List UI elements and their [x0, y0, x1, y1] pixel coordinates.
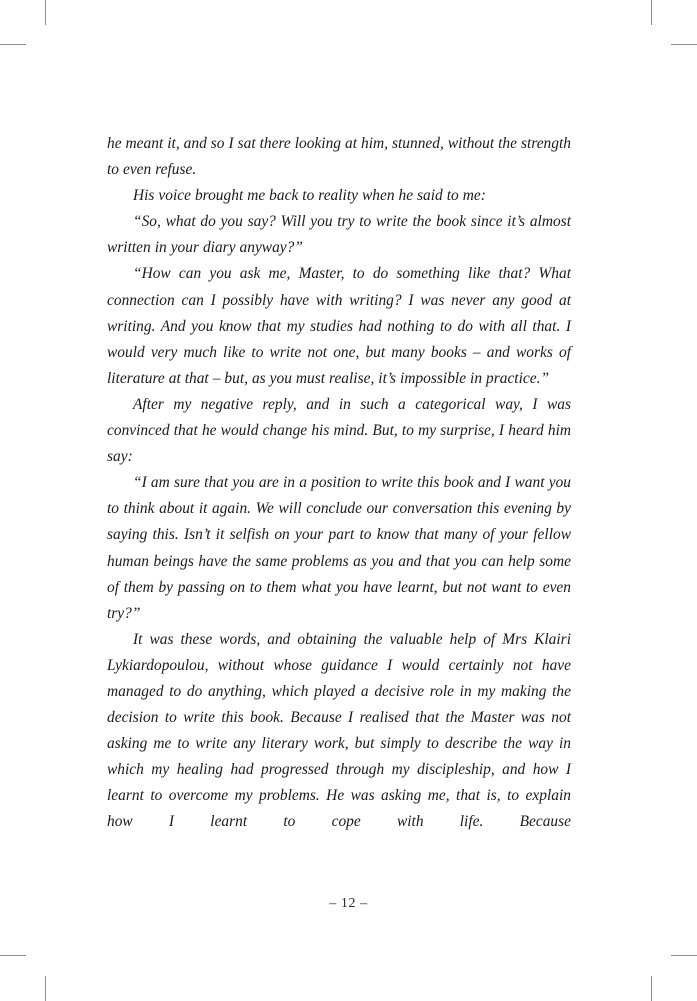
- crop-mark-bottom-right-vertical: [651, 976, 652, 1001]
- paragraph: “I am sure that you are in a position to write this book and I want you to think about it again. We will conclude our conversation this evening by saying this. Isn’t it selfish on your part to know that many of your fellow human beings have the same problems as you and that you can help some of them by passing on to them what you have learnt, but not want to even try?”: [107, 474, 571, 622]
- crop-mark-top-left-horizontal: [0, 44, 26, 45]
- body-text-column: [107, 131, 571, 862]
- paragraph: After my negative reply, and in such a categorical way, I was convinced that he would change his mind. But, to my surprise, I heard him say:: [107, 395, 571, 466]
- paragraph: “How can you ask me, Master, to do something like that? What connection can I possibly have with writing? I was never any good at writing. And you know that my studies had nothing to do with all that. I would very much like to write not one, but many books – and works of literature at that – but, as you must realise, it’s impossible in practice.”: [107, 265, 571, 387]
- crop-mark-top-left-vertical: [45, 0, 46, 25]
- page-number-folio: – 12 –: [329, 896, 368, 911]
- paragraph: “So, what do you say? Will you try to write the book since it’s almost written in your diary anyway?”: [107, 213, 571, 257]
- crop-mark-bottom-left-horizontal: [0, 955, 26, 956]
- crop-mark-top-right-horizontal: [671, 44, 697, 45]
- paragraph: His voice brought me back to reality when he said to me:: [133, 187, 486, 205]
- paragraph: he meant it, and so I sat there looking at him, stunned, without the strength to even refuse.: [107, 135, 571, 179]
- crop-mark-bottom-left-vertical: [45, 976, 46, 1001]
- paragraph: It was these words, and obtaining the valuable help of Mrs Klairi Lykiardopoulou, without whose guidance I would certainly not have managed to do anything, which played a decisive role in my making the decision to write this book. Because I realised that the Master was not asking me to write any literary work, but simply to describe the way in which my healing had progressed through my discipleship, and how I learnt to overcome my problems. He was asking me, that is, to explain how I learnt to cope with life. Because: [107, 630, 571, 831]
- crop-mark-top-right-vertical: [651, 0, 652, 25]
- crop-mark-bottom-right-horizontal: [671, 955, 697, 956]
